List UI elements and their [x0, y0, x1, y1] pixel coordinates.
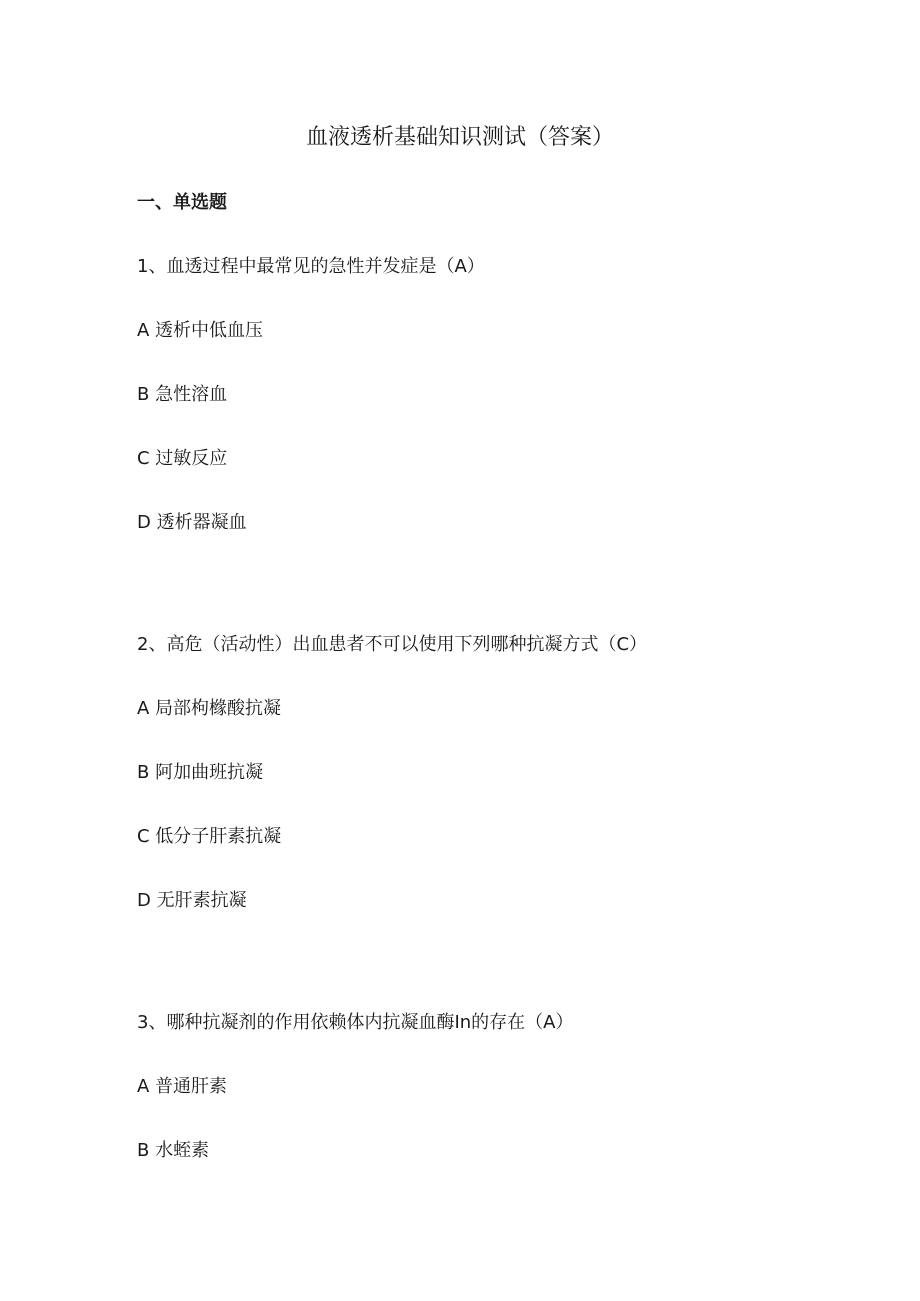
document-title: 血液透析基础知识测试（答案）: [305, 125, 614, 150]
question-3-stem: 3、哪种抗凝剂的作用依赖体内抗凝血酶In的存在（A）: [137, 1012, 574, 1033]
question-2-option-a: A 局部枸橼酸抗凝: [137, 698, 282, 719]
question-3-option-b: B 水蛭素: [137, 1140, 210, 1161]
question-2-option-b: B 阿加曲班抗凝: [137, 762, 264, 783]
question-1-stem: 1、血透过程中最常见的急性并发症是（A）: [137, 256, 485, 277]
question-2-option-c: C 低分子肝素抗凝: [137, 826, 282, 847]
question-1-option-b: B 急性溶血: [137, 384, 228, 405]
question-2-stem: 2、高危（活动性）出血患者不可以使用下列哪种抗凝方式（C）: [137, 634, 648, 655]
question-2-option-d: D 无肝素抗凝: [137, 890, 247, 911]
section-heading: 一、单选题: [137, 192, 227, 213]
question-1-option-d: D 透析器凝血: [137, 512, 247, 533]
question-3-option-a: A 普通肝素: [137, 1076, 228, 1097]
question-1-option-c: C 过敏反应: [137, 448, 228, 469]
question-1-option-a: A 透析中低血压: [137, 320, 264, 341]
